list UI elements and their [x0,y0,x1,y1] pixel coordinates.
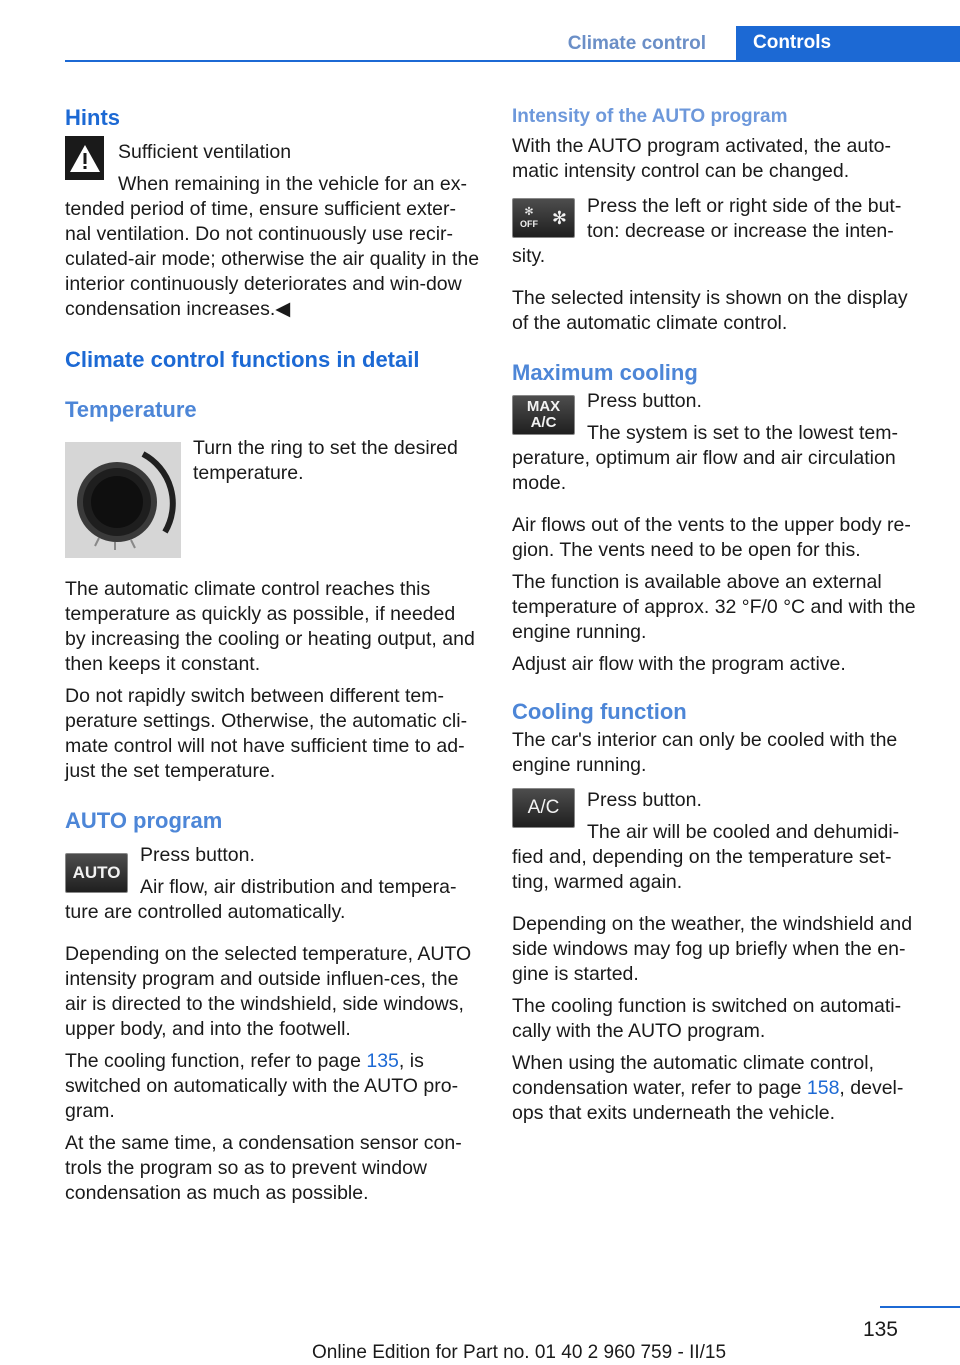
auto-paragraph-3: At the same time, a condensation sensor con-trols the program so as to prevent window condensation as much as possible. [65,1132,462,1204]
footer-rule [880,1306,960,1308]
intensity-paragraph-2: The selected intensity is shown on the display of the automatic climate control. [512,287,908,334]
intensity-block [512,194,926,276]
hint-title: Sufficient ventilation [118,141,292,163]
header-section-title: Climate control [567,33,706,54]
cooling-paragraph-4: When using the automatic climate control, condensation water, refer to page 158, devel-ops that exits underneath the vehicle. [512,1052,904,1124]
auto-paragraph-2: The cooling function, refer to page 135, is switched on automatically with the AUTO pro-gram. [65,1050,459,1122]
auto-press-text: Press button. [140,844,255,866]
auto-text: Air flow, air distribution and tempera-ture are controlled automatically. [65,876,457,923]
intensity-heading: Intensity of the AUTO program [512,106,788,127]
temperature-paragraph-2: Do not rapidly switch between different tem-perature settings. Otherwise, the automatic cli-mate control will not have sufficient time to ad-just the set temperature. [65,685,468,782]
auto-heading: AUTO program [65,808,223,833]
page-number: 135 [862,1318,898,1341]
maxcool-paragraph-2: The function is available above an external temperature of approx. 32 °F/0 °C and with the engine running. [512,571,916,643]
page-link-158[interactable]: 158 [806,1077,840,1099]
temperature-ring-image [65,442,181,565]
functions-heading: Climate control functions in detail [65,347,420,372]
temperature-heading: Temperature [65,397,197,422]
cooling-text: The air will be cooled and dehumidi-fied and, depending on the temperature set-ting, warmed again. [512,821,900,893]
temperature-block [65,436,481,569]
hints-heading: Hints [65,105,120,130]
intensity-paragraph-1: With the AUTO program activated, the auto-matic intensity control can be changed. [512,135,891,182]
maxcool-block [512,389,926,503]
intensity-button-icon [512,198,575,238]
fan-icon: ✻ [551,208,568,228]
max-ac-button-icon: MAX A/C [512,395,575,435]
header-chapter-tab: Controls [736,26,960,62]
cooling-press-text: Press button. [587,789,702,811]
cooling-block [512,788,926,902]
hint-text: When remaining in the vehicle for an ex-tended period of time, ensure sufficient exter-nal ventilation. Do not continuously use recir-culated-air mode; otherwise the air quality in the interior continuously deteriorates and win-dow condensation increases.◀ [65,173,480,320]
maxcool-heading: Maximum cooling [512,360,698,385]
hint-block [65,140,481,322]
cooling-paragraph-3: The cooling function is switched on automati-cally with the AUTO program. [512,995,902,1042]
warning-triangle-icon [65,136,104,180]
temperature-paragraph-1: The automatic climate control reaches this temperature as quickly as possible, if needed by increasing the cooling or heating output, and then keeps it constant. [65,578,475,675]
cooling-paragraph-1: The car's interior can only be cooled with the engine running. [512,729,898,776]
auto-button-icon: AUTO [65,853,128,893]
auto-paragraph-1: Depending on the selected temperature, AUTO intensity program and outside influen-ces, the air is directed to the windshield, side windows, upper body, and into the footwell. [65,943,472,1040]
maxcool-text: The system is set to the lowest tem-perature, optimum air flow and air circulation mode. [512,422,899,494]
intensity-text: Press the left or right side of the but-ton: decrease or increase the inten-sity. [512,195,902,267]
cooling-paragraph-2: Depending on the weather, the windshield and side windows may fog up briefly when the en-gine is started. [512,913,913,985]
page-link-135[interactable]: 135 [366,1050,399,1072]
edition-text: Online Edition for Part no. 01 40 2 960 759 - II/15 [312,1342,727,1363]
ac-button-icon: A/C [512,788,575,828]
auto-block [65,843,481,932]
maxcool-paragraph-1: Air flows out of the vents to the upper body re-gion. The vents need to be open for this. [512,514,911,561]
left-column [65,104,481,1213]
fan-off-icon: ✻ OFF [519,206,538,229]
maxcool-press-text: Press button. [587,390,702,412]
header-rule [65,60,960,62]
cooling-heading: Cooling function [512,699,687,724]
temperature-text: Turn the ring to set the desired temperature. [193,437,458,484]
right-column [512,104,926,1133]
maxcool-paragraph-3: Adjust air flow with the program active. [512,653,846,675]
